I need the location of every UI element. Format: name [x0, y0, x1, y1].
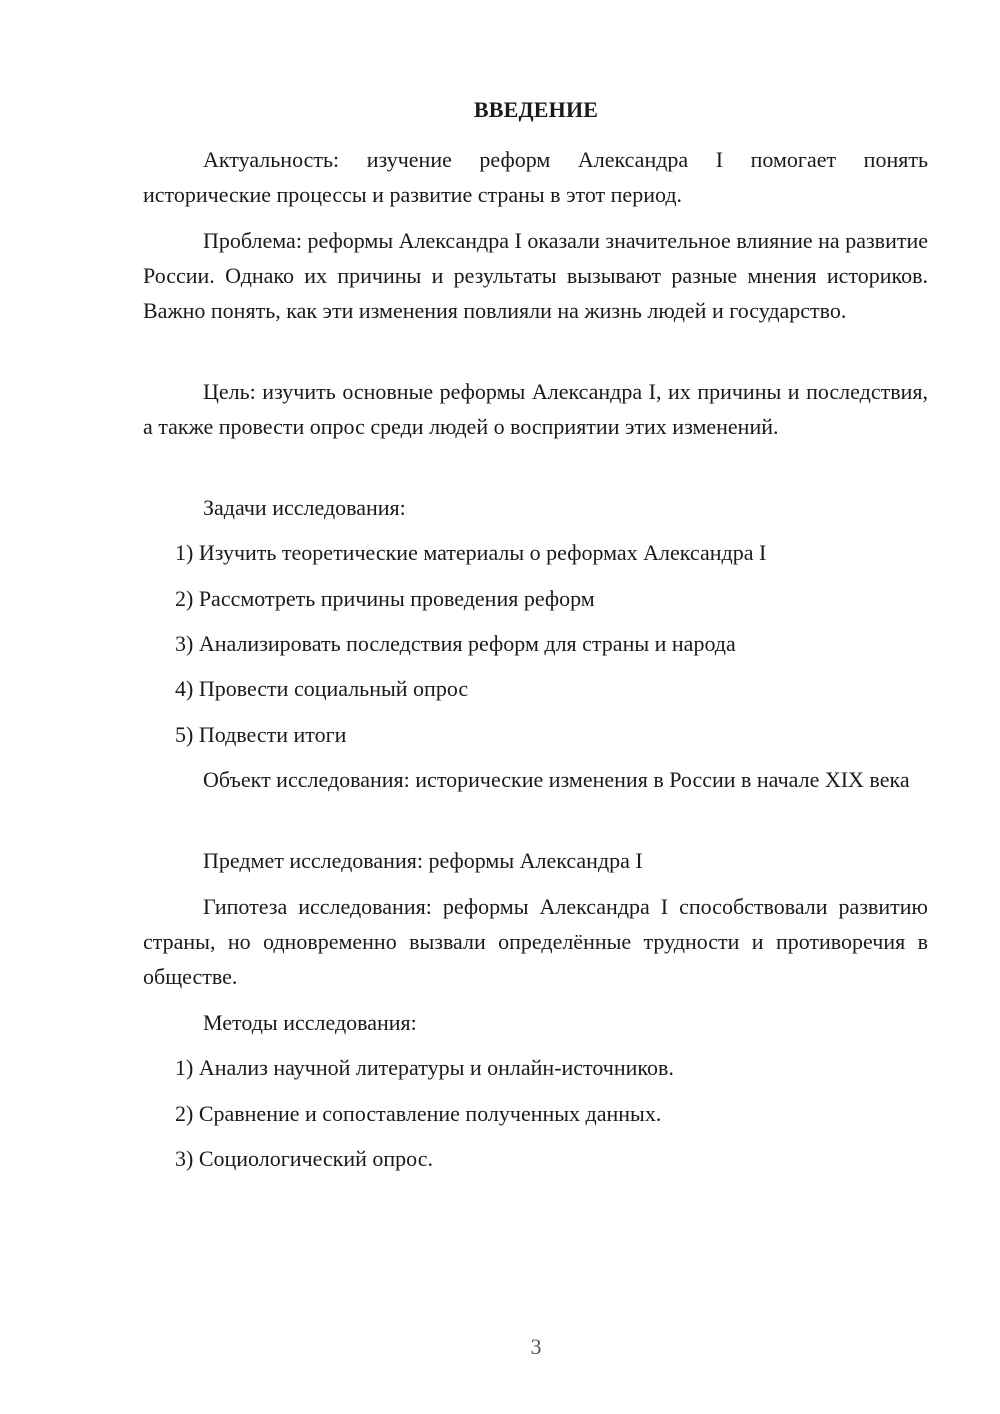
tasks-title: Задачи исследования: — [203, 495, 406, 520]
method-item: 1) Анализ научной литературы и онлайн-источников. — [175, 1055, 674, 1080]
relevance-paragraph: Актуальность: изучение реформ Александра I помогает понять исторические процессы и развитие страны в этот период. — [143, 147, 928, 207]
methods-title: Методы исследования: — [203, 1010, 417, 1035]
task-item: 5) Подвести итоги — [175, 722, 347, 747]
page-number: 3 — [530, 1334, 542, 1359]
page-title: ВВЕДЕНИЕ — [473, 97, 599, 122]
object-paragraph: Объект исследования: исторические изменения в России в начале XIX века — [203, 767, 910, 792]
method-item: 2) Сравнение и сопоставление полученных данных. — [175, 1101, 662, 1126]
goal-paragraph: Цель: изучить основные реформы Александра I, их причины и последствия, а также провести опрос среди людей о восприятии этих изменений. — [143, 379, 928, 439]
task-item: 1) Изучить теоретические материалы о реформах Александра I — [175, 540, 767, 565]
hypothesis-paragraph: Гипотеза исследования: реформы Александра I способствовали развитию страны, но одновременно вызвали определённые трудности и противоречия в обществе. — [143, 894, 928, 989]
subject-paragraph: Предмет исследования: реформы Александра I — [203, 848, 643, 873]
problem-paragraph: Проблема: реформы Александра I оказали значительное влияние на развитие России. Однако их причины и результаты вызывают разные мнения историков. Важно понять, как эти изменения повлияли на жизнь людей и государство. — [143, 228, 928, 323]
task-item: 4) Провести социальный опрос — [175, 676, 469, 701]
task-item: 3) Анализировать последствия реформ для страны и народа — [175, 631, 736, 656]
method-item: 3) Социологический опрос. — [175, 1146, 433, 1171]
task-item: 2) Рассмотреть причины проведения реформ — [175, 586, 595, 611]
